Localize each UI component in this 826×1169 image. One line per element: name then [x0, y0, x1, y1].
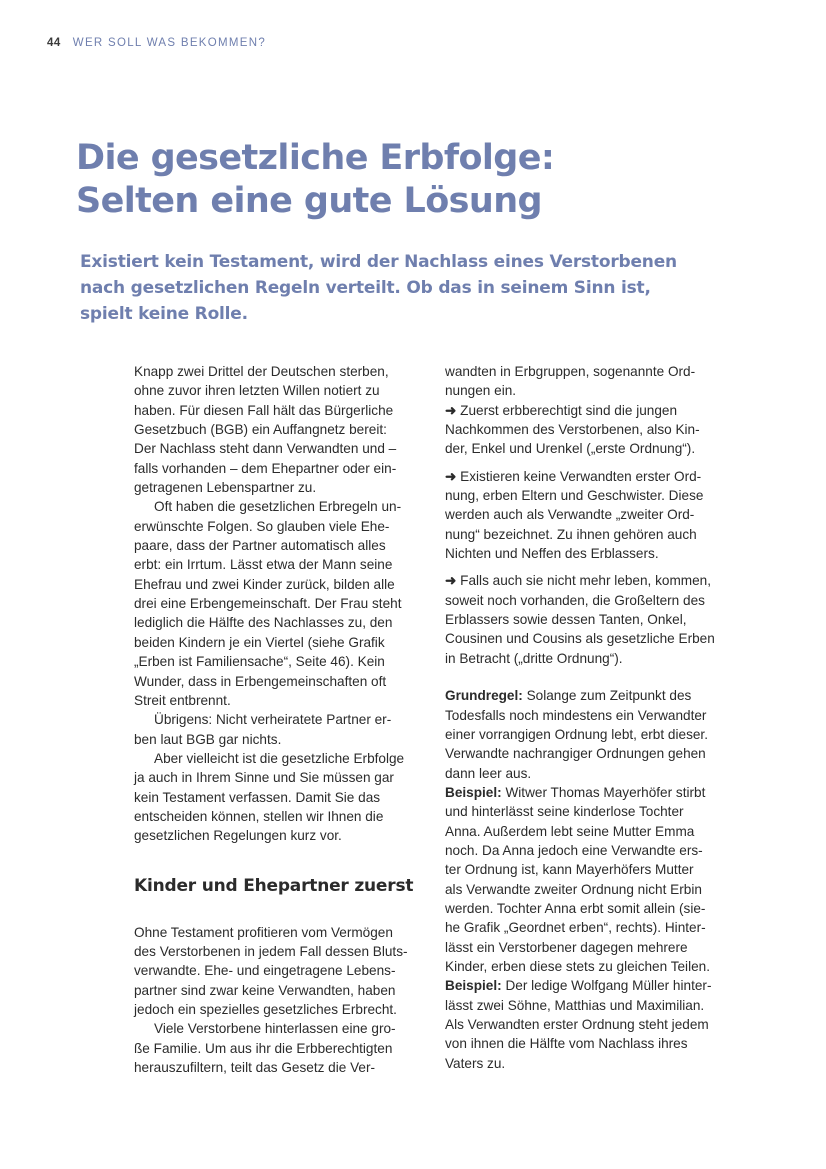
- text-line: ohne zuvor ihren letzten Willen notiert zu: [134, 383, 380, 399]
- text-line: ben laut BGB gar nichts.: [134, 731, 282, 747]
- paragraph: [134, 749, 434, 846]
- lead-paragraph: [80, 249, 677, 327]
- text-line: Aber vielleicht ist die gesetzliche Erbfolge: [154, 750, 405, 766]
- text-line: verwandte. Ehe- und eingetragene Lebens-: [134, 963, 396, 979]
- text-line: Viele Verstorbene hinterlassen eine gro-: [154, 1021, 396, 1037]
- text-line: gesetzlichen Regelungen kurz vor.: [134, 828, 342, 844]
- text-line: Streit entbrennt.: [134, 692, 231, 708]
- text-line: Cousinen und Cousins als gesetzliche Erben: [445, 631, 715, 647]
- text-line: Nichten und Neffen des Erblassers.: [445, 546, 659, 562]
- text-line: herauszufiltern, teilt das Gesetz die Ver-: [134, 1060, 376, 1075]
- text-line: Übrigens: Nicht verheiratete Partner er-: [154, 712, 392, 728]
- text-line: he Grafik „Geordnet erben“, rechts). Hinter-: [445, 920, 706, 936]
- lead-line: nach gesetzlichen Regeln verteilt. Ob das in seinem Sinn ist,: [80, 278, 651, 298]
- grundregel-label: Grundregel:: [445, 688, 523, 704]
- text-line: einer vorrangigen Ordnung lebt, erbt dieser.: [445, 726, 708, 742]
- text-line: haben. Für diesen Fall hält das Bürgerliche: [134, 402, 394, 418]
- text-line: Gesetzbuch (BGB) ein Auffangnetz bereit:: [134, 422, 387, 438]
- text-line: Als Verwandten erster Ordnung steht jedem: [445, 1017, 709, 1032]
- text-line: ja auch in Ihrem Sinne und Sie müssen gar: [134, 770, 394, 786]
- text-line: noch. Da Anna jedoch eine Verwandte ers-: [445, 842, 703, 858]
- text-line: ➜ Zuerst erbberechtigt sind die jungen: [445, 402, 678, 418]
- text-line: der, Enkel und Urenkel („erste Ordnung“).: [445, 441, 696, 457]
- text-line: Der Nachlass steht dann Verwandten und –: [134, 441, 397, 457]
- example-block: [445, 976, 745, 1073]
- beispiel-label: Beispiel:: [445, 784, 502, 800]
- beispiel-label: Beispiel:: [445, 978, 502, 994]
- arrow-right-icon: ➜: [445, 402, 457, 418]
- text-line: wandten in Erbgruppen, sogenannte Ord-: [445, 364, 696, 379]
- text-line: Erblassers sowie dessen Tanten, Onkel,: [445, 612, 687, 628]
- paragraph: [134, 1019, 434, 1077]
- list-item: [445, 571, 745, 668]
- text-line: Oft haben die gesetzlichen Erbregeln un-: [154, 499, 402, 515]
- text-line: werden auch als Verwandte „zweiter Ord-: [445, 507, 695, 523]
- text-line: Kinder, erben diese stets zu gleichen Teilen.: [445, 958, 710, 974]
- text-line: Ohne Testament profitieren vom Vermögen: [134, 924, 393, 940]
- lead-line: spielt keine Rolle.: [80, 304, 248, 324]
- text-line: partner sind zwar keine Verwandten, haben: [134, 982, 396, 998]
- right-column: [445, 362, 745, 1073]
- paragraph: [445, 362, 745, 401]
- rule-block: [445, 686, 745, 783]
- text-line: ße Familie. Um aus ihr die Erbberechtigten: [134, 1040, 393, 1056]
- text-line: ter Ordnung ist, kann Mayerhöfers Mutter: [445, 862, 694, 878]
- text-line: Beispiel: Witwer Thomas Mayerhöfer stirbt: [445, 784, 706, 800]
- text-line: soweit noch vorhanden, die Großeltern des: [445, 592, 705, 608]
- left-column: [134, 362, 434, 1077]
- text-line: Ehefrau und zwei Kinder zurück, bilden alle: [134, 576, 395, 592]
- text-line: drei eine Erbengemeinschaft. Der Frau steht: [134, 596, 402, 612]
- section-subheading: Kinder und Ehepartner zuerst: [134, 875, 414, 896]
- paragraph: [134, 710, 434, 749]
- text-line: nung, erben Eltern und Geschwister. Diese: [445, 488, 704, 504]
- page-title: [76, 137, 554, 223]
- list-item: [445, 401, 745, 459]
- title-line: Selten eine gute Lösung: [76, 181, 542, 221]
- text-line: beiden Kindern je ein Viertel (siehe Grafik: [134, 634, 385, 650]
- text-line: ➜ Existieren keine Verwandten erster Ord-: [445, 468, 702, 484]
- text-line: lässt zwei Söhne, Matthias und Maximilian.: [445, 997, 705, 1013]
- text-line: Vaters zu.: [445, 1055, 506, 1071]
- text-line: werden. Tochter Anna erbt somit allein (sie-: [445, 900, 706, 916]
- text-line: kein Testament verfassen. Damit Sie das: [134, 789, 381, 805]
- text-line: jedoch ein spezielles gesetzliches Erbrecht.: [134, 1001, 397, 1017]
- text-line: erwünschte Folgen. So glauben viele Ehe-: [134, 518, 390, 534]
- text-line: erbt: ein Irrtum. Lässt etwa der Mann seine: [134, 557, 393, 573]
- running-header: [47, 37, 266, 49]
- arrow-right-icon: ➜: [445, 468, 457, 484]
- paragraph: [134, 497, 434, 710]
- page-number: 44: [47, 37, 61, 49]
- text-line: in Betracht („dritte Ordnung“).: [445, 650, 623, 666]
- paragraph: [134, 362, 434, 497]
- text-line: Anna. Außerdem lebt seine Mutter Emma: [445, 823, 695, 839]
- text-line: nungen ein.: [445, 383, 517, 399]
- text-line: Knapp zwei Drittel der Deutschen sterben,: [134, 364, 389, 379]
- text-line: getragenen Lebenspartner zu.: [134, 480, 317, 496]
- list-item: [445, 467, 745, 564]
- text-line: lediglich die Hälfte des Nachlasses zu, den: [134, 615, 393, 631]
- text-line: paare, dass der Partner automatisch alles: [134, 538, 386, 554]
- text-line: Beispiel: Der ledige Wolfgang Müller hinter-: [445, 978, 712, 994]
- text-line: Nachkommen des Verstorbenen, also Kin-: [445, 422, 700, 438]
- example-block: [445, 783, 745, 976]
- text-line: Wunder, dass in Erbengemeinschaften oft: [134, 673, 387, 689]
- text-line: lässt ein Verstorbener dagegen mehrere: [445, 939, 688, 955]
- text-line: dann leer aus.: [445, 765, 532, 781]
- text-line: Verwandte nachrangiger Ordnungen gehen: [445, 746, 706, 762]
- text-line: und hinterlässt seine kinderlose Tochter: [445, 804, 684, 820]
- text-line: „Erben ist Familiensache“, Seite 46). Kein: [134, 654, 385, 670]
- text-line: Grundregel: Solange zum Zeitpunkt des: [445, 688, 692, 704]
- title-line: Die gesetzliche Erbfolge:: [76, 138, 555, 178]
- text-line: nung“ bezeichnet. Zu ihnen gehören auch: [445, 526, 697, 542]
- section-title: WER SOLL WAS BEKOMMEN?: [72, 37, 267, 49]
- text-line: als Verwandte zweiter Ordnung nicht Erbin: [445, 881, 702, 897]
- paragraph: [134, 923, 434, 1020]
- arrow-right-icon: ➜: [445, 573, 457, 589]
- text-line: von ihnen die Hälfte vom Nachlass ihres: [445, 1036, 688, 1052]
- text-line: ➜ Falls auch sie nicht mehr leben, kommen,: [445, 573, 712, 589]
- text-line: entscheiden können, stellen wir Ihnen die: [134, 808, 384, 824]
- text-line: Todesfalls noch mindestens ein Verwandter: [445, 707, 707, 723]
- lead-line: Existiert kein Testament, wird der Nachlass eines Verstorbenen: [80, 252, 677, 272]
- text-line: des Verstorbenen in jedem Fall dessen Bluts-: [134, 943, 408, 959]
- text-line: falls vorhanden – dem Ehepartner oder ein-: [134, 460, 397, 476]
